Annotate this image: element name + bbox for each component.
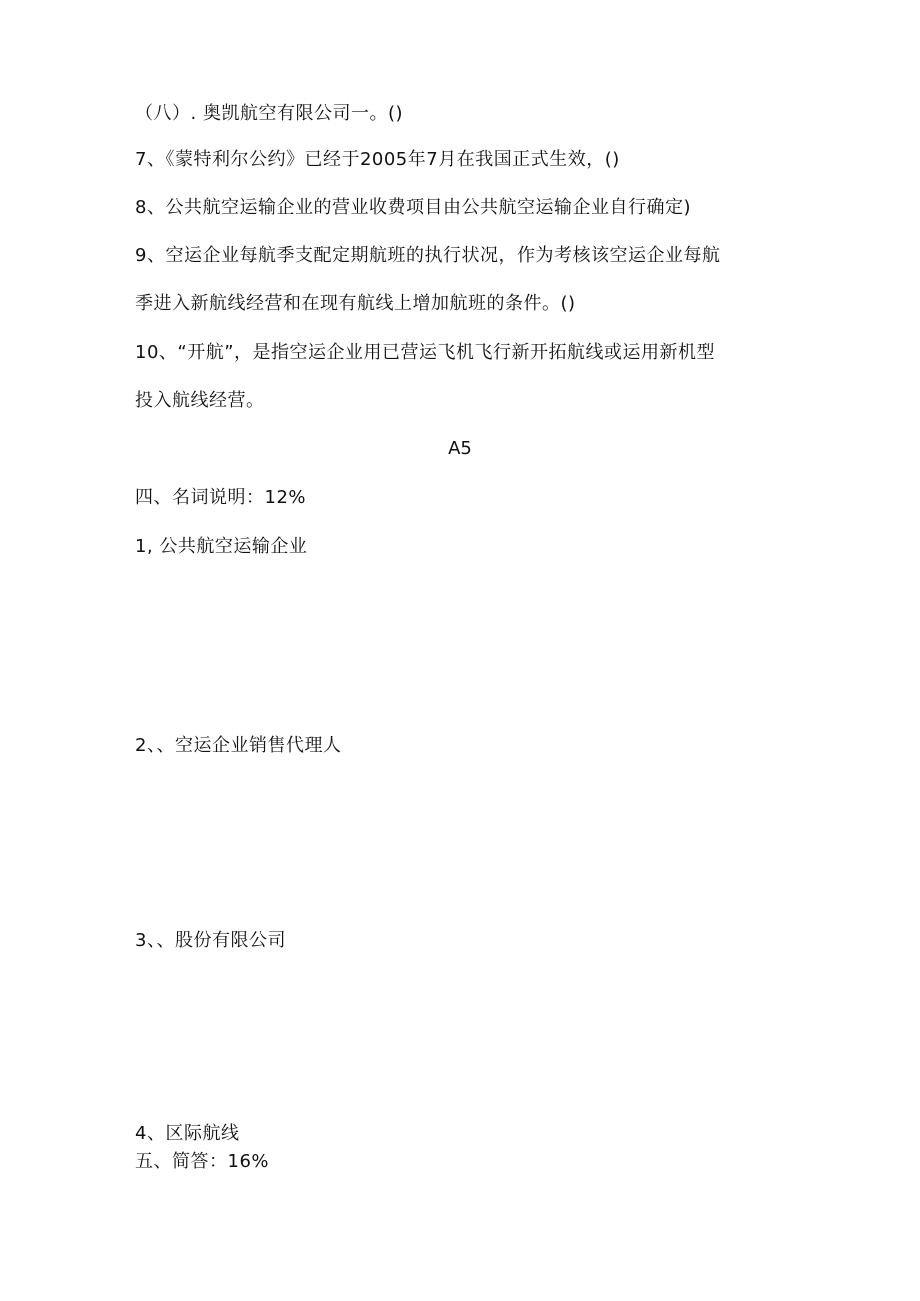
term-3: 3、、股份有限公司	[135, 930, 286, 951]
term-1: 1, 公共航空运输企业	[135, 536, 308, 557]
question-line-8-okay-airways: （八）. 奥凯航空有限公司一。()	[135, 103, 403, 124]
question-line-10-continued: 投入航线经营。	[135, 390, 265, 411]
question-line-8: 8、公共航空运输企业的营业收费项目由公共航空运输企业自行确定)	[135, 197, 691, 218]
term-4: 4、区际航线	[135, 1123, 240, 1144]
question-line-10: 10、“开航”，是指空运企业用已营运飞机飞行新开拓航线或运用新机型	[135, 342, 716, 363]
question-line-9: 9、空运企业每航季支配定期航班的执行状况，作为考核该空运企业每航	[135, 245, 721, 266]
question-line-9-continued: 季进入新航线经营和在现有航线上增加航班的条件。()	[135, 293, 576, 314]
term-2: 2、、空运企业销售代理人	[135, 735, 342, 756]
question-line-7: 7、《蒙特利尔公约》已经于2005年7月在我国正式生效，()	[135, 149, 620, 170]
page-label: A5	[448, 438, 472, 459]
section-5-heading: 五、简答：16%	[135, 1151, 270, 1172]
section-4-heading: 四、名词说明：12%	[135, 487, 307, 508]
